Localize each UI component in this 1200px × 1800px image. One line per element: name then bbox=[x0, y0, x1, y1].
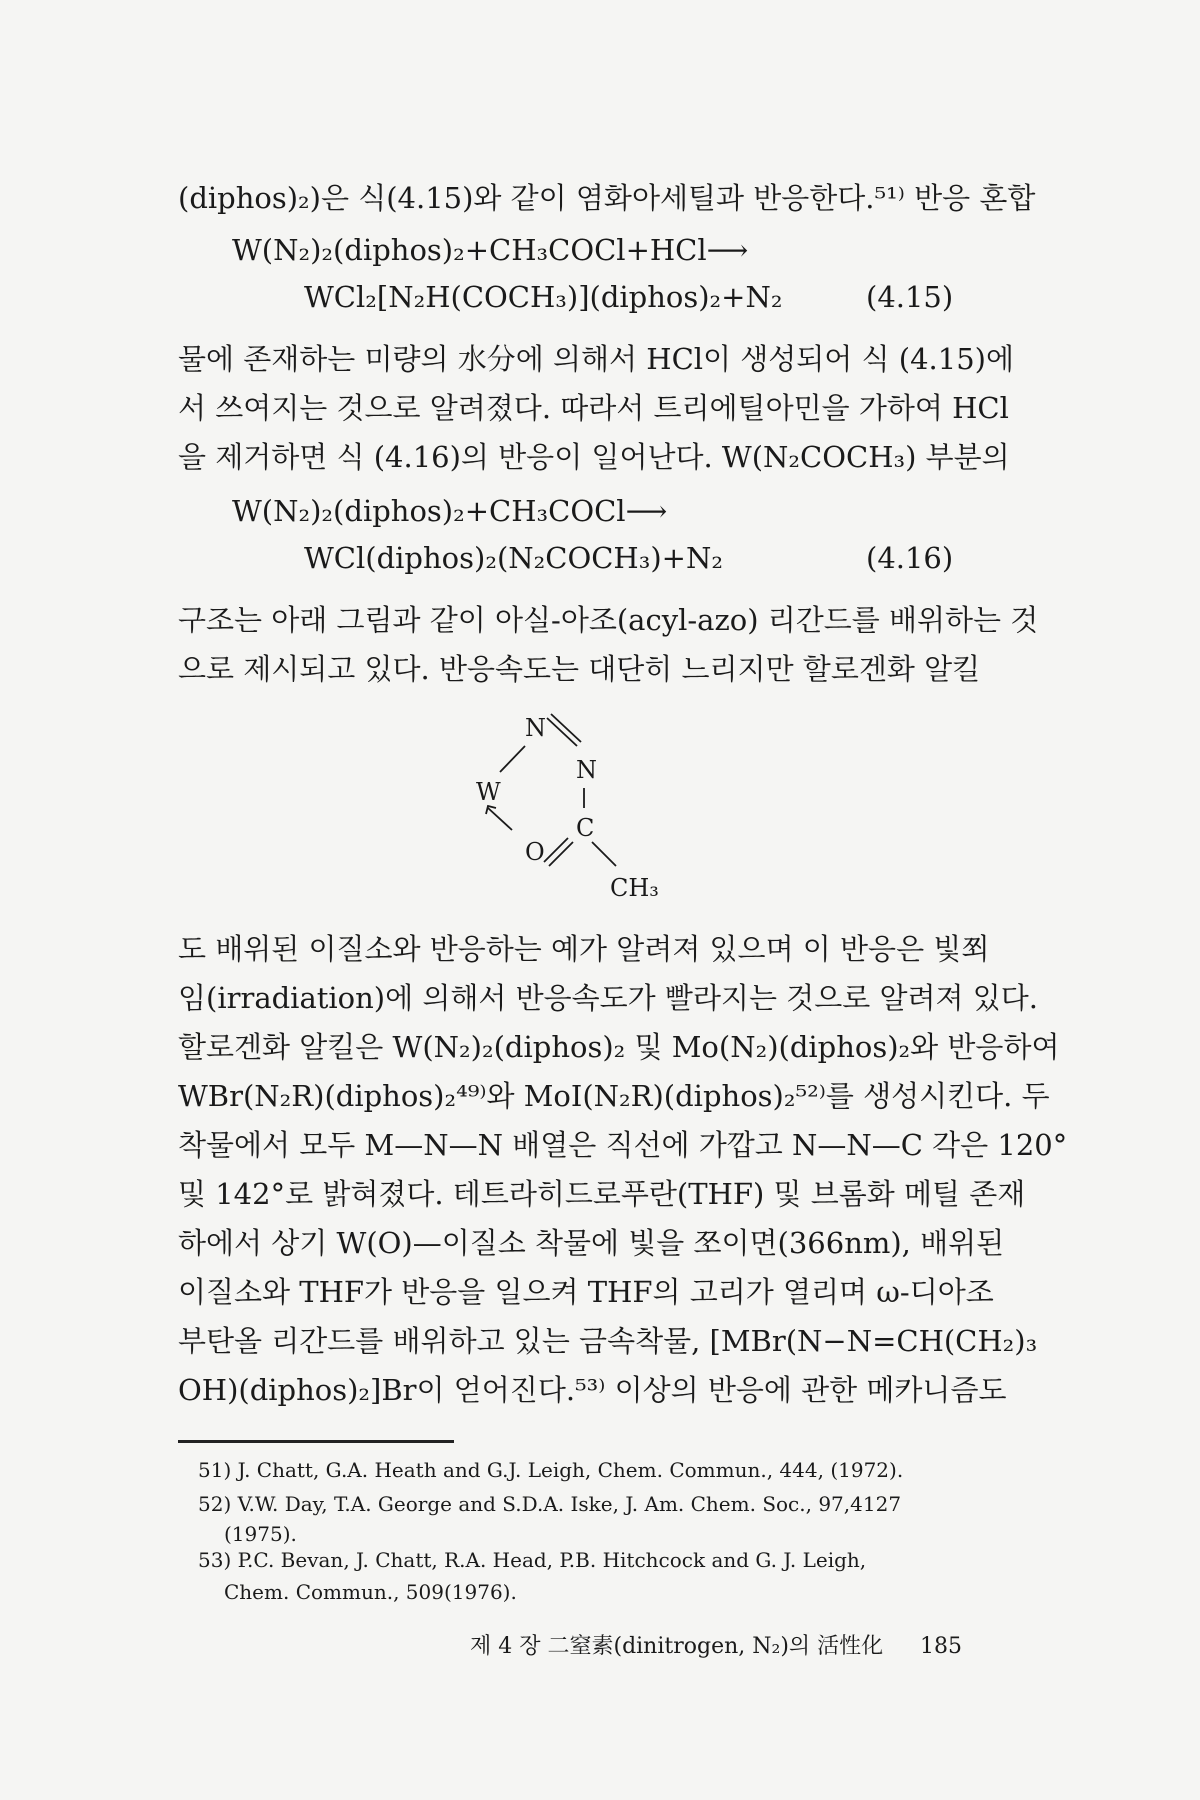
footnote-53-continued: Chem. Commun., 509(1976). bbox=[224, 1580, 517, 1604]
acyl-azo-structure-diagram bbox=[430, 700, 730, 920]
body-line: 임(irradiation)에 의해서 반응속도가 빨라지는 것으로 알려져 있다. bbox=[178, 981, 1038, 1015]
atom-w: W bbox=[476, 778, 501, 806]
bond-c-ch3 bbox=[592, 842, 616, 866]
atom-o: O bbox=[525, 838, 545, 866]
bond-w-o-arrow bbox=[488, 808, 512, 830]
body-line: 도 배위된 이질소와 반응하는 예가 알려져 있으며 이 반응은 빛쬐 bbox=[178, 932, 990, 966]
atom-c: C bbox=[576, 814, 595, 842]
body-line: 으로 제시되고 있다. 반응속도는 대단히 느리지만 할로겐화 알킬 bbox=[178, 652, 981, 686]
bond-w-n bbox=[500, 746, 525, 772]
body-line: 이질소와 THF가 반응을 일으켜 THF의 고리가 열리며 ω-디아조 bbox=[178, 1275, 994, 1309]
bond-n-n-double bbox=[547, 718, 577, 746]
body-line: 부탄올 리간드를 배위하고 있는 금속착물, [MBr(N−N=CH(CH₂)₃ bbox=[178, 1324, 1038, 1358]
body-line: 서 쓰여지는 것으로 알려졌다. 따라서 트리에틸아민을 가하여 HCl bbox=[178, 391, 1009, 425]
footnote-51: 51) J. Chatt, G.A. Heath and G.J. Leigh, Chem. Commun., 444, (1972). bbox=[198, 1458, 904, 1482]
body-line: (diphos)₂)은 식(4.15)와 같이 염화아세틸과 반응한다.⁵¹⁾ 반응 혼합 bbox=[178, 181, 1036, 215]
atom-n-right: N bbox=[576, 756, 597, 784]
body-line: 및 142°로 밝혀졌다. 테트라히드로푸란(THF) 및 브롬화 메틸 존재 bbox=[178, 1177, 1026, 1211]
footnote-53: 53) P.C. Bevan, J. Chatt, R.A. Head, P.B. Hitchcock and G. J. Leigh, bbox=[198, 1548, 867, 1572]
equation-number: (4.15) bbox=[866, 280, 954, 314]
equation-4-16-line1: W(N₂)₂(diphos)₂+CH₃COCl⟶ bbox=[232, 494, 668, 528]
equation-4-15-line1: W(N₂)₂(diphos)₂+CH₃COCl+HCl⟶ bbox=[232, 233, 749, 267]
running-footer-chapter: 제 4 장 二窒素(dinitrogen, N₂)의 活性化 bbox=[470, 1634, 884, 1659]
equation-4-16-line2: WCl(diphos)₂(N₂COCH₃)+N₂ bbox=[304, 541, 723, 575]
body-line: 물에 존재하는 미량의 水分에 의해서 HCl이 생성되어 식 (4.15)에 bbox=[178, 342, 1014, 376]
footnote-52-continued: (1975). bbox=[224, 1522, 297, 1546]
group-ch3: CH₃ bbox=[610, 874, 659, 902]
body-line: OH)(diphos)₂]Br이 얻어진다.⁵³⁾ 이상의 반응에 관한 메카니즘도 bbox=[178, 1373, 1007, 1407]
page-number: 185 bbox=[920, 1634, 962, 1659]
body-line: 구조는 아래 그림과 같이 아실-아조(acyl-azo) 리간드를 배위하는 것 bbox=[178, 603, 1039, 637]
body-line: WBr(N₂R)(diphos)₂⁴⁹⁾와 MoI(N₂R)(diphos)₂⁵²⁾를 생성시킨다. 두 bbox=[178, 1079, 1050, 1113]
body-line: 할로겐화 알킬은 W(N₂)₂(diphos)₂ 및 Mo(N₂)(diphos)₂와 반응하여 bbox=[178, 1030, 1060, 1064]
equation-4-15-line2: WCl₂[N₂H(COCH₃)](diphos)₂+N₂ bbox=[304, 280, 783, 314]
atom-n-top: N bbox=[525, 714, 546, 742]
footnote-rule bbox=[178, 1440, 454, 1443]
equation-number: (4.16) bbox=[866, 541, 954, 575]
footnote-52: 52) V.W. Day, T.A. George and S.D.A. Iske, J. Am. Chem. Soc., 97,4127 bbox=[198, 1492, 902, 1516]
body-line: 하에서 상기 W(O)—이질소 착물에 빛을 쪼이면(366nm), 배위된 bbox=[178, 1226, 1005, 1260]
body-line: 을 제거하면 식 (4.16)의 반응이 일어난다. W(N₂COCH₃) 부분의 bbox=[178, 440, 1010, 474]
body-line: 착물에서 모두 M—N—N 배열은 직선에 가깝고 N—N—C 각은 120° bbox=[178, 1128, 1068, 1162]
